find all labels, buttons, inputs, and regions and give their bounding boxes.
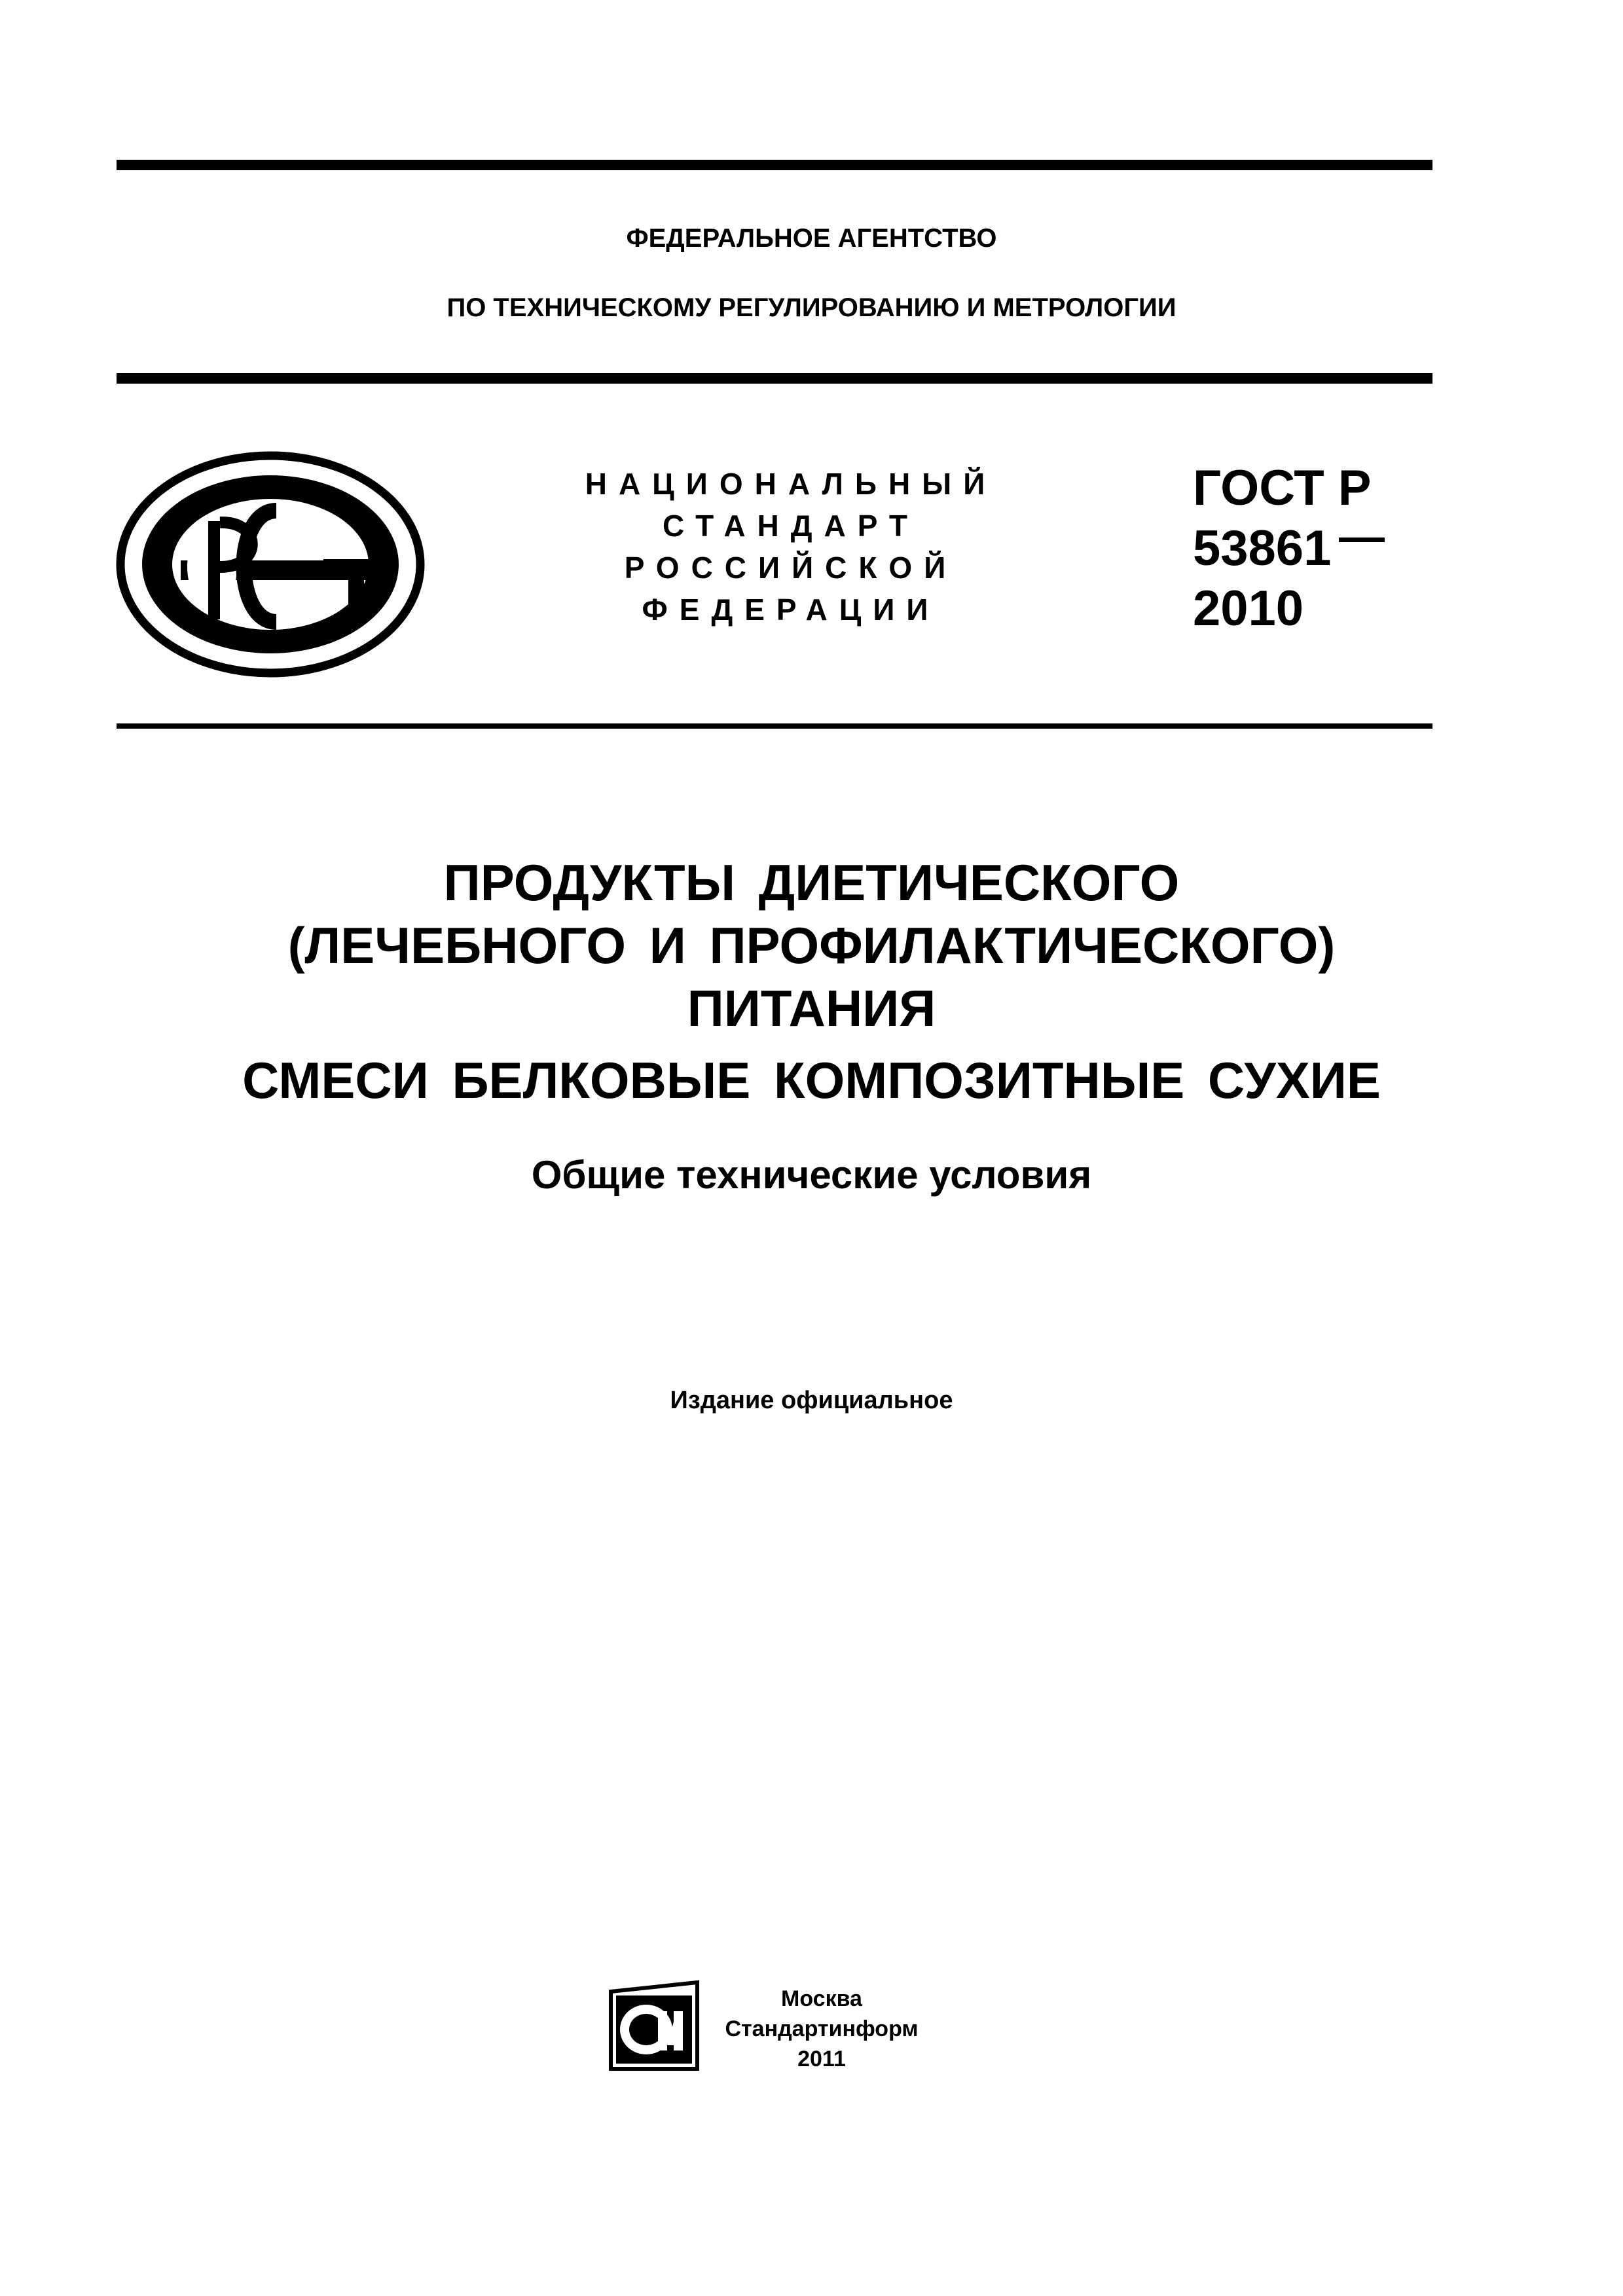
title-line-2: (ЛЕЧЕБНОГО И ПРОФИЛАКТИЧЕСКОГО) [287,917,1336,974]
nsrf-line-4: ФЕДЕРАЦИИ [642,592,940,627]
national-standard-label [562,463,1020,630]
edition-label: Издание официальное [670,1387,953,1414]
gost-dash [1339,538,1385,542]
publisher-year: 2011 [797,2047,846,2071]
gost-number: 53861 [1193,520,1332,576]
nsrf-line-2: СТАНДАРТ [663,509,919,543]
title-line-1: ПРОДУКТЫ ДИЕТИЧЕСКОГО [443,854,1180,911]
agency-line-1: ФЕДЕРАЛЬНОЕ АГЕНТСТВО [626,224,997,253]
gost-designation [1193,458,1385,639]
middle-rule [117,373,1432,384]
title-subtitle: СМЕСИ БЕЛКОВЫЕ КОМПОЗИТНЫЕ СУХИЕ [242,1051,1381,1109]
title-line-3: ПИТАНИЯ [687,979,936,1037]
publisher-block [710,1984,933,2074]
gost-number-line [1193,519,1385,579]
standartinform-logo-icon [606,1977,705,2077]
publisher-city: Москва [781,1986,862,2011]
thin-rule [117,723,1432,729]
document-title [0,851,1623,1197]
gost-year: 2010 [1193,581,1304,636]
agency-line-2: ПО ТЕХНИЧЕСКОМУ РЕГУЛИРОВАНИЮ И МЕТРОЛОГИИ [447,293,1176,322]
nsrf-line-1: НАЦИОНАЛЬНЫЙ [585,467,997,501]
nsrf-line-3: РОССИЙСКОЙ [624,551,958,585]
publisher-name: Стандартинформ [725,2016,919,2041]
gost-prefix: ГОСТ Р [1193,460,1372,516]
rst-logo-icon [115,450,426,678]
title-general: Общие технические условия [531,1153,1092,1197]
top-rule [117,160,1432,170]
